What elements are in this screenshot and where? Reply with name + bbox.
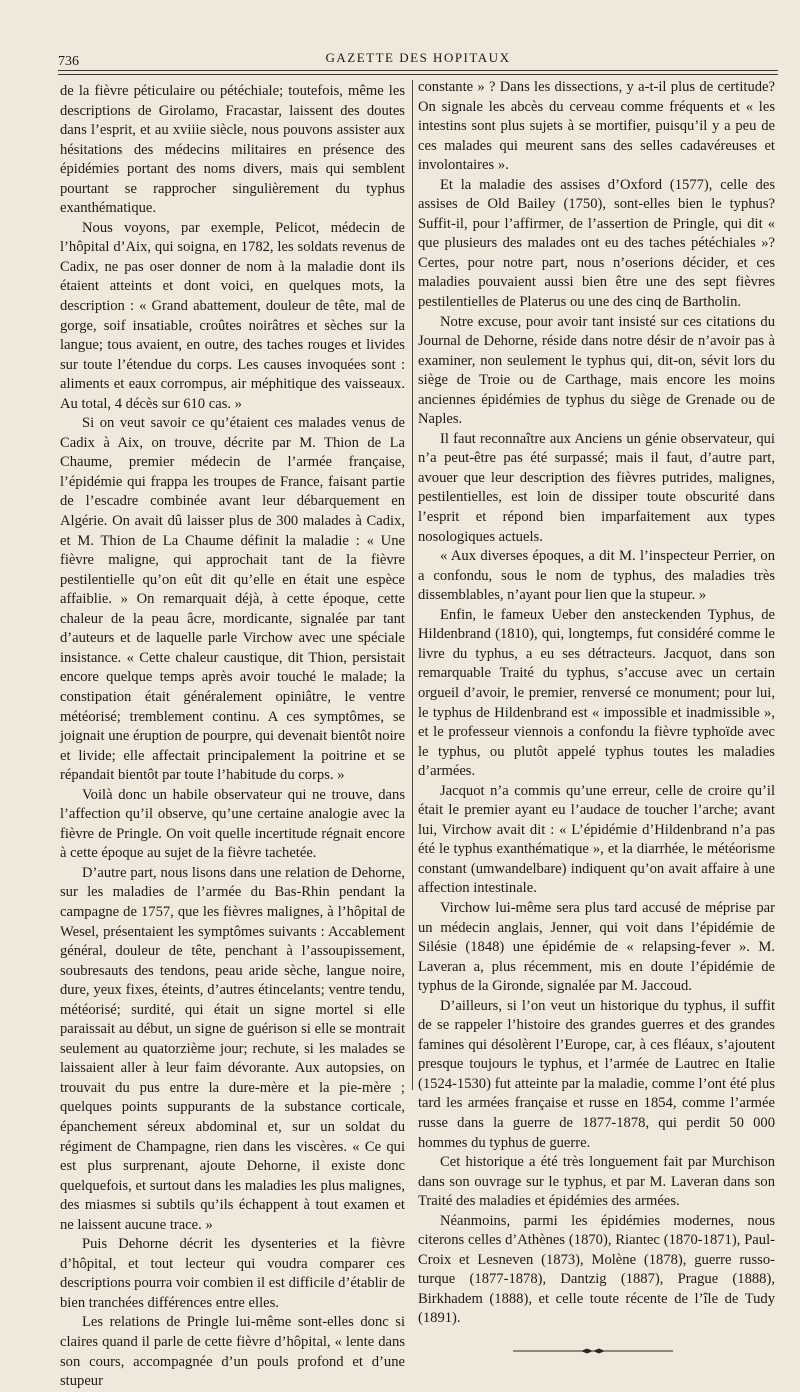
right-column (418, 78, 775, 1355)
left-column (60, 82, 405, 1392)
paragraph: Si on veut savoir ce qu’étaient ces malades venus de Cadix à Aix, on trouve, décrite par M. Thion de La Chaume, premier médecin de l’armée française, l’épidémie qui frappa les troupes de France, faisant partie de l’escadre combinée avant leur débarquement en Algérie. On avait dû laisser plus de 300 malades à Cadix, et M. Thion de La Chaume définit la maladie : « Une fièvre maligne, qui approchait tant de la fièvre pestilentielle qu’on eût dit qu’elle en était une espèce affaiblie. » On remarquait déjà, à cette époque, cette chaleur de la peau âcre, mordicante, signalée par tant d’auteurs et de laquelle parle Virchow avec une spéciale insistance. « Cette chaleur caustique, dit Thion, persistait encore quelque temps après avoir touché le malade; la constipation était généralement opiniâtre, le ventre météorisé; tremblement continu. A ces symptômes, se joignait une éruption de pourpre, qui devenait bientôt noire et livide; elle affectait principalement la poitrine et se répandait bientôt par toute l’habitude du corps. » (60, 415, 405, 784)
paragraph: D’ailleurs, si l’on veut un historique du typhus, il suffit de se rappeler l’histoire des grandes guerres et des grandes famines qui désolèrent l’Europe, car, à ces fléaux, s’ajoutent presque toujours le typhus, et l’armée de Lautrec en Italie (1524-1530) fut atteinte par la maladie, comme l’ont été plus tard les armées française et russe en 1854, comme l’armée russe dans la guerre de 1877-1878, qui perdit 50 000 hommes du typhus de guerre. (418, 997, 775, 1151)
paragraph: Néanmoins, parmi les épidémies modernes, nous citerons celles d’Athènes (1870), Riantec (1870-1871), Paul-Croix et Lesneven (1873), Molène (1878), guerre russo-turque (1877-1878), Dantzig (1887), Prague (1888), Birkhadem (1888), et celle toute récente de l’île de Tudy (1891). (418, 1212, 775, 1327)
paragraph: de la fièvre péticulaire ou pétéchiale; toutefois, même les descriptions de Girolamo, Fracastar, laissent des doutes dans l’esprit, et au xviiie siècle, nous pouvons assister aux hésitations des médecins militaires en présence des épidémies portant des noms divers, mais qui semblent pourtant se rapprocher singulièrement du typhus exanthématique. (60, 83, 405, 217)
paragraph: D’autre part, nous lisons dans une relation de Dehorne, sur les maladies de l’armée du Bas-Rhin pendant la campagne de 1757, que les fièvres malignes, à l’hôpital de Wesel, présentaient les symptômes suivants : Accablement général, douleur de tête, penchant à l’assoupissement, soubresauts des tendons, peau aride sèche, langue noire, dure, yeux fixes, éteints, d’autres étincelants; ventre tendu, météorisé; surdité, qui était un signe mortel si elle paraissait au début, un signe de guérison si elle se montrait seulement au quatorzième jour; rechute, si les malades se laissaient aller à leur faim dévorante. Aux autopsies, on trouvait du pus entre la dure-mère et la pie-mère ; quelques points suppurants de la substance corticale, épanchement séreux abdominal et, sur un soldat du régiment de Champagne, rien dans les viscères. « Ce qui est plus surprenant, ajoute Dehorne, il existe donc quelquefois, et surtout dans les maladies les plus malignes, des miasmes si subtils qu’ils échappent à tout examen et ne laissent aucune trace. » (60, 864, 405, 1233)
paragraph: Les relations de Pringle lui-même sont-elles donc si claires quand il parle de cette fièvre d’hôpital, « lente dans son cours, accompagnée d’un pouls profond et d’une stupeur (60, 1314, 405, 1390)
paragraph: constante » ? Dans les dissections, y a-t-il plus de certitude? On signale les abcès du cerveau comme fréquents et « les intestins sont plus sujets à se mortifier, puisqu’il y a peu de ces malades qui meurent sans des selles cadavéreuses et involontaires ». (418, 79, 775, 174)
paragraph: Et la maladie des assises d’Oxford (1577), celle des assises de Old Bailey (1750), sont-elles bien le typhus? Suffit-il, pour l’affirmer, de l’assertion de Pringle, qui dit « que plusieurs des malades ont eu des taches pétéchiales »? Certes, pour notre part, nous n’oserions décider, et ces maladies pouvaient aussi bien être une des sept fièvres pestilentielles de Platerus ou une des cinq de Bartholin. (418, 176, 775, 311)
paragraph: Puis Dehorne décrit les dysenteries et la fièvre d’hôpital, et tout lecteur qui voudra comparer ces descriptions pourra voir combien il est difficile d’établir de bien tranchées différences entre elles. (60, 1236, 406, 1311)
paragraph: Virchow lui-même sera plus tard accusé de méprise par un médecin anglais, Jenner, qui voit dans l’épidémie de Silésie (1848) une épidémie de « relapsing-fever ». M. Laveran a, plus récemment, mis en doute l’épidémie de typhus de la Gironde, signalée par M. Jaccoud. (418, 899, 775, 995)
paragraph: Nous voyons, par exemple, Pelicot, médecin de l’hôpital d’Aix, qui soigna, en 1782, les soldats revenus de Cadix, ne pas oser donner de nom à la maladie dont ils étaient atteints et dont voici, en quelques mots, la description : « Grand abattement, douleur de tête, mal de gorge, soif insatiable, croûtes noirâtres et sèches sur la langue; tous avaient, en outre, des taches rouges et livides sur toute l’étendue du corps. Les causes invoquées sont : aliments et eaux corrompus, air méphitique des vaisseaux. Au total, 4 décès sur 610 cas. » (60, 219, 405, 412)
column-divider (412, 80, 413, 1090)
page-number: 736 (58, 54, 79, 69)
end-ornament-rule (513, 1347, 673, 1355)
paragraph: Il faut reconnaître aux Anciens un génie observateur, qui n’a peut-être pas été surpassé; mais il faut, d’autre part, avouer que leur description des fièvres putrides, malignes, pestilentielles, est loin de dissiper toute obscurité dans l’esprit et répond bien imparfaitement aux types nosologiques actuels. (418, 430, 775, 545)
page-header (58, 44, 778, 71)
paragraph: « Aux diverses époques, a dit M. l’inspecteur Perrier, on a confondu, sous le nom de typhus, des maladies très dissemblables, n’ayant pour lien que la stupeur. » (418, 548, 775, 604)
paragraph: Enfin, le fameux Ueber den ansteckenden Typhus, de Hildenbrand (1810), qui, longtemps, fut considéré comme le livre du typhus, a eu ses détracteurs. Jacquot, dans son remarquable Traité du typhus, s’accuse avec un certain orgueil d’avoir, le premier, renversé ce monument; pour lui, le typhus de Hildenbrand est « impossible et inadmissible », et le professeur viennois a confondu la fièvre typhoïde avec le typhus, ou plutôt appelé typhus toutes les maladies d’armées. (418, 606, 775, 780)
paragraph: Voilà donc un habile observateur qui ne trouve, dans l’affection qu’il observe, qu’une certaine analogie avec la fièvre de Pringle. On voit quelle incertitude régnait encore à cette époque au sujet de la fièvre tachetée. (60, 786, 405, 862)
paragraph: Cet historique a été très longuement fait par Murchison dans son ouvrage sur le typhus, et par M. Laveran dans son Traité des maladies et épidémies des armées. (418, 1154, 775, 1210)
running-title: GAZETTE DES HOPITAUX (325, 50, 511, 65)
header-rule (58, 74, 778, 75)
paragraph: Notre excuse, pour avoir tant insisté sur ces citations du Journal de Dehorne, réside dans notre désir de n’avoir pas à examiner, non seulement le typhus qui, dit-on, sévit lors du siège de Troie ou de Carthage, mais encore les moins anciennes épidémies de typhus du siège de Grenade ou de Naples. (418, 313, 775, 428)
paragraph: Jacquot n’a commis qu’une erreur, celle de croire qu’il était le premier ayant eu l’audace de toucher l’arche; avant lui, Virchow avait dit : « L’épidémie d’Hildenbrand n’a pas été le typhus exanthématique », et la diarrhée, le météorisme constant (umwandelbare) indiquent qu’on avait affaire à une affection intestinale. (418, 782, 775, 897)
